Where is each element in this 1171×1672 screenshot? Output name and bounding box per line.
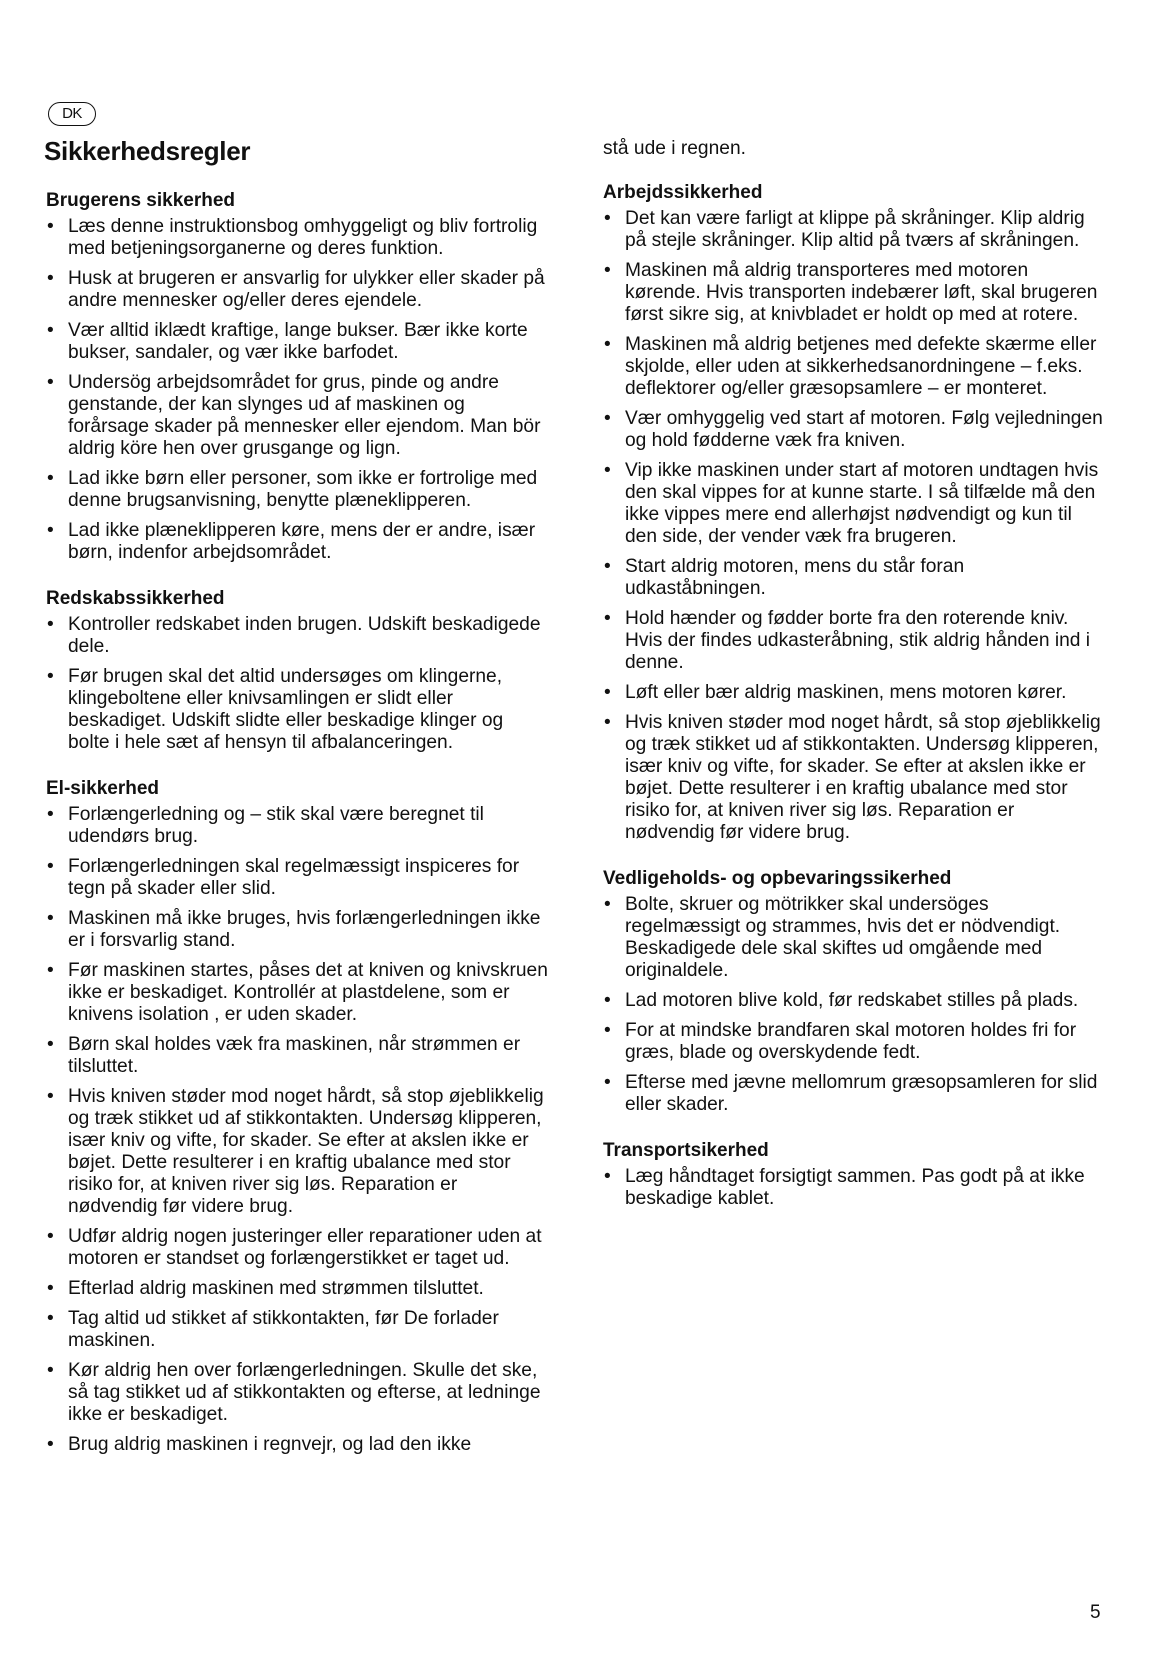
section-heading: El-sikkerhed xyxy=(46,778,159,799)
rule-item: • Hvis kniven støder mod noget hårdt, så stop øjeblikkelig og træk stikket ud af stikkontakten. Undersøg klipperen, især kniv og vifte, for skader. Se efter at akslen ikke er bøjet. Dette resulterer i en kraftig ubalance med stor risiko for, at kniven river sig løs. Reparation er nødvendig før videre brug. xyxy=(603,712,1108,844)
rule-item: • Tag altid ud stikket af stikkontakten, før De forlader maskinen. xyxy=(46,1308,548,1352)
section-maintenance-storage-safety xyxy=(603,868,1108,1116)
country-code-badge: DK xyxy=(48,102,96,126)
section-heading: Redskabssikkerhed xyxy=(46,588,225,609)
rule-item: • Forlængerledning og – stik skal være beregnet til udendørs brug. xyxy=(46,804,548,848)
section-transport-safety xyxy=(603,1140,1108,1210)
section-heading: Transportsikerhed xyxy=(603,1140,769,1161)
rule-item: • Maskinen må aldrig transporteres med motoren kørende. Hvis transporten indebærer løft, skal brugeren først sikre sig, at knivbladet er holdt op med at rotere. xyxy=(603,260,1108,326)
rule-item: • Husk at brugeren er ansvarlig for ulykker eller skader på andre mennesker og/eller deres ejendele. xyxy=(46,268,548,312)
section-heading: Vedligeholds- og opbevaringssikerhed xyxy=(603,868,952,889)
rule-item: • Lad motoren blive kold, før redskabet stilles på plads. xyxy=(603,990,1108,1012)
rule-item: • Løft eller bær aldrig maskinen, mens motoren kører. xyxy=(603,682,1108,704)
rule-list xyxy=(603,1166,1108,1210)
section-electrical-safety xyxy=(46,778,548,1456)
rule-item: • Efterlad aldrig maskinen med strømmen tilsluttet. xyxy=(46,1278,548,1300)
rule-item: • Forlængerledningen skal regelmæssigt inspiceres for tegn på skader eller slid. xyxy=(46,856,548,900)
continued-text: stå ude i regnen. xyxy=(603,138,746,159)
rule-item: • Undersög arbejdsområdet for grus, pinde og andre genstande, der kan slynges ud af maskinen og forårsage skader på mennesker eller ejendom. Man bör aldrig köre hen over grusgange og lign. xyxy=(46,372,548,460)
rule-item: • Før brugen skal det altid undersøges om klingerne, klingeboltene eller knivsamlingen er slidt eller beskadiget. Udskift slidte eller beskadige klinger og bolte i hele sæt af hensyn til afbalanceringen. xyxy=(46,666,548,754)
section-heading: Brugerens sikkerhed xyxy=(46,190,236,211)
rule-list xyxy=(46,216,548,564)
section-equipment-safety xyxy=(46,588,548,754)
right-column xyxy=(603,138,1108,1234)
page-title: Sikkerhedsregler xyxy=(44,136,251,166)
rule-item: • Maskinen må ikke bruges, hvis forlængerledningen ikke er i forsvarlig stand. xyxy=(46,908,548,952)
rule-item: • Børn skal holdes væk fra maskinen, når strømmen er tilsluttet. xyxy=(46,1034,548,1078)
rule-item: • Hvis kniven støder mod noget hårdt, så stop øjeblikkelig og træk stikket ud af stikkontakten. Undersøg klipperen, især kniv og vifte, for skader. Se efter at akslen ikke er bøjet. Dette resulterer i en kraftig ubalance med stor risiko for, at kniven river sig løs. Reparation er nødvendig før videre brug. xyxy=(46,1086,548,1218)
rule-item: • Kør aldrig hen over forlængerledningen. Skulle det ske, så tag stikket ud af stikkontakten og efterse, at ledninge ikke er beskadiget. xyxy=(46,1360,548,1426)
left-column xyxy=(46,190,548,1480)
rule-list xyxy=(603,894,1108,1116)
rule-item: • Læg håndtaget forsigtigt sammen. Pas godt på at ikke beskadige kablet. xyxy=(603,1166,1108,1210)
section-heading: Arbejdssikkerhed xyxy=(603,182,763,203)
rule-item: • Bolte, skruer og mötrikker skal undersöges regelmæssigt og strammes, hvis det er nödvendigt. Beskadigede dele skal skiftes ud omgående med originaldele. xyxy=(603,894,1108,982)
rule-item: • Det kan være farligt at klippe på skråninger. Klip aldrig på stejle skråninger. Klip altid på tværs af skråningen. xyxy=(603,208,1108,252)
rule-item: • Maskinen må aldrig betjenes med defekte skærme eller skjolde, eller uden at sikkerhedsanordningene – f.eks. deflektorer og/eller græsopsamlere – er monteret. xyxy=(603,334,1108,400)
rule-item: • Kontroller redskabet inden brugen. Udskift beskadigede dele. xyxy=(46,614,548,658)
rule-item: • Brug aldrig maskinen i regnvejr, og lad den ikke xyxy=(46,1434,548,1456)
rule-item: • Før maskinen startes, påses det at kniven og knivskruen ikke er beskadiget. Kontrollér at plastdelene, som er knivens isolation , er uden skader. xyxy=(46,960,548,1026)
rule-item: • Vær alltid iklædt kraftige, lange bukser. Bær ikke korte bukser, sandaler, og vær ikke barfodet. xyxy=(46,320,548,364)
rule-list xyxy=(603,208,1108,844)
rule-item: • Lad ikke plæneklipperen køre, mens der er andre, især børn, indenfor arbejdsområdet. xyxy=(46,520,548,564)
rule-item: • Vip ikke maskinen under start af motoren undtagen hvis den skal vippes for at kunne starte. I så tilfælde må den ikke vippes mere end allerhøjst nødvendigt og kun til den side, der vender væk fra brugeren. xyxy=(603,460,1108,548)
rule-list xyxy=(46,804,548,1456)
rule-item: • Hold hænder og fødder borte fra den roterende kniv. Hvis der findes udkasteråbning, stik aldrig hånden ind i denne. xyxy=(603,608,1108,674)
section-work-safety xyxy=(603,182,1108,844)
page-number: 5 xyxy=(1090,1602,1101,1623)
section-user-safety xyxy=(46,190,548,564)
rule-item: • Udfør aldrig nogen justeringer eller reparationer uden at motoren er standset og forlængerstikket er taget ud. xyxy=(46,1226,548,1270)
rule-item: • Start aldrig motoren, mens du står foran udkaståbningen. xyxy=(603,556,1108,600)
rule-item: • Vær omhyggelig ved start af motoren. Følg vejledningen og hold fødderne væk fra kniven. xyxy=(603,408,1108,452)
rule-item: • Efterse med jævne mellomrum græsopsamleren for slid eller skader. xyxy=(603,1072,1108,1116)
rule-item: • Læs denne instruktionsbog omhyggeligt og bliv fortrolig med betjeningsorganerne og deres funktion. xyxy=(46,216,548,260)
rule-item: • Lad ikke børn eller personer, som ikke er fortrolige med denne brugsanvisning, benytte plæneklipperen. xyxy=(46,468,548,512)
rule-item: • For at mindske brandfaren skal motoren holdes fri for græs, blade og overskydende fedt. xyxy=(603,1020,1108,1064)
rule-list xyxy=(46,614,548,754)
